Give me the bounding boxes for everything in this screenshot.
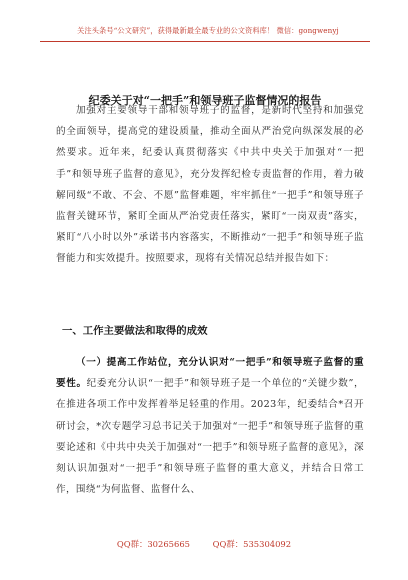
footer xyxy=(0,538,408,550)
document-title: 纪委关于对“一把手”和领导班子监督情况的报告 xyxy=(88,94,322,107)
header-banner: 关注头条号“公文研究”，获得最新最全最专业的公文资料库！ 微信：gongwenyj xyxy=(77,26,339,35)
subsection-heading: （一）提高工作站位，充分认识对“一把手”和领导班子监督的重要性。 xyxy=(56,357,364,390)
section-heading: 一、工作主要做法和取得的成效 xyxy=(62,325,208,337)
footer-qq-group-1: QQ群：30265665 xyxy=(116,539,190,549)
subsection-body: 纪委充分认识“一把手”和领导班子是一个单位的“关键少数”，在推进各项工作中发挥着举足轻重的作用。2023年，纪委结合*召开研讨会，*次专题学习总书记关于加强对“一把手”和领导班子监督的重要论述和《中共中央关于加强对“一把手”和领导班子监督的意见》，深刻认识加强对“一把手”和领导班子监督的重大意义，并结合日常工作，围绕“为何监督、监督什么、 xyxy=(56,378,364,496)
footer-qq-group-2: QQ群：535304092 xyxy=(212,539,292,549)
header-divider xyxy=(40,41,370,42)
subsection-paragraph xyxy=(56,352,364,500)
intro-paragraph: 加强对主要领导干部和领导班子的监督，是新时代坚持和加强党的全面领导，提高党的建设质量，推动全面从严治党向纵深发展的必然要求。近年来，纪委认真贯彻落实《中共中央关于加强对“一把手”和领导班子监督的意见》，充分发挥纪检专责监督的作用，着力破解同级“不敢、不会、不愿”监督难题，牢牢抓住“一把手”和领导班子监督关键环节，紧盯全面从严治党责任落实，紧盯“一岗双责”落实，紧盯“八小时以外”承诺书内容落实，不断推动“一把手”和领导班子监督能力和实效提升。按照要求，现将有关情况总结并报告如下： xyxy=(56,105,364,265)
